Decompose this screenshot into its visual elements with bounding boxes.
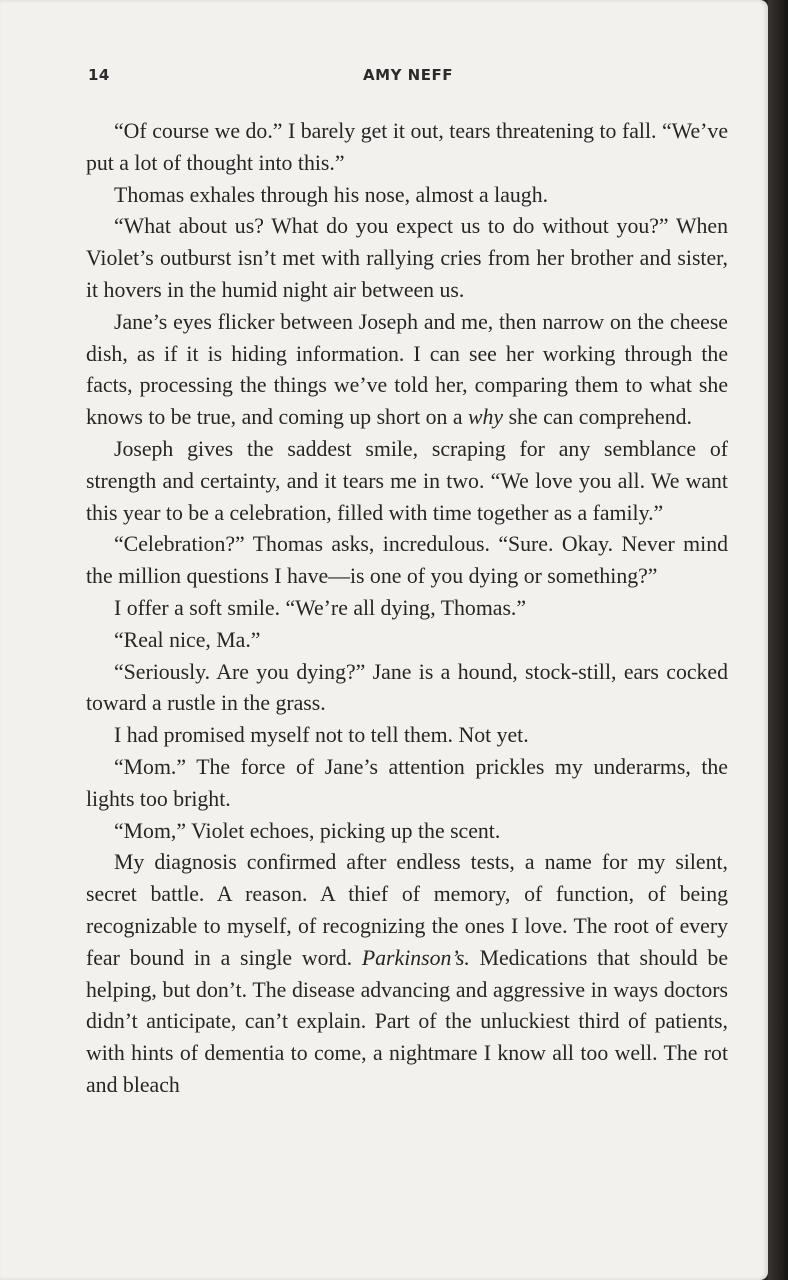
paragraph-text: Medications that should be helping, but don’t. The disease advancing and aggressive in ways doctors didn’t anticipate, can’t explain. Part of the unluckiest third of patients, with hints of dementia to come, a nightmare I know all too well. The rot and bleach — [86, 945, 728, 1097]
book-edge — [768, 0, 788, 1280]
paragraph — [86, 307, 728, 434]
paragraph: Joseph gives the saddest smile, scraping for any semblance of strength and certainty, and it tears me in two. “We love you all. We want this year to be a celebration, filled with time together as a family.” — [86, 436, 728, 525]
paragraph: “Real nice, Ma.” — [114, 627, 261, 652]
running-head — [88, 66, 728, 90]
paragraph: “Mom,” Violet echoes, picking up the scent. — [114, 818, 501, 843]
paragraph: “Of course we do.” I barely get it out, tears threatening to fall. “We’ve put a lot of thought into this.” — [86, 119, 728, 175]
paragraph — [86, 847, 728, 1101]
author-name: AMY NEFF — [363, 66, 453, 84]
page-number: 14 — [88, 66, 110, 84]
paragraph: “Seriously. Are you dying?” Jane is a hound, stock-still, ears cocked toward a rustle in the grass. — [86, 659, 728, 716]
italic-word: Parkinson’s. — [361, 945, 470, 970]
italic-word: why — [468, 405, 504, 430]
body-text — [86, 116, 728, 1102]
paragraph-text: Jane’s eyes flicker between Joseph and me, then narrow on the cheese dish, as if it is hiding information. I can see her working through the facts, processing the things we’ve told her, comparing them to what she knows to be true, and coming up short on a — [86, 309, 728, 430]
paragraph: “Mom.” The force of Jane’s attention prickles my underarms, the lights too bright. — [86, 754, 728, 811]
paragraph: “Celebration?” Thomas asks, incredulous. “Sure. Okay. Never mind the million questions I have—is one of you dying or something?” — [86, 532, 728, 589]
paragraph: I offer a soft smile. “We’re all dying, Thomas.” — [114, 595, 527, 620]
paragraph: Thomas exhales through his nose, almost a laugh. — [114, 182, 549, 207]
paragraph-text: My diagnosis confirmed after endless tests, a name for my silent, secret battle. A reason. A thief of memory, of function, of being recognizable to myself, of recognizing the ones I love. The root of every fear bound in a single word. — [86, 850, 728, 970]
paragraph-text: she can comprehend. — [503, 405, 692, 430]
paragraph: I had promised myself not to tell them. Not yet. — [114, 723, 529, 748]
paragraph: “What about us? What do you expect us to do without you?” When Violet’s outburst isn’t met with rallying cries from her brother and sister, it hovers in the humid night air between us. — [86, 214, 728, 302]
